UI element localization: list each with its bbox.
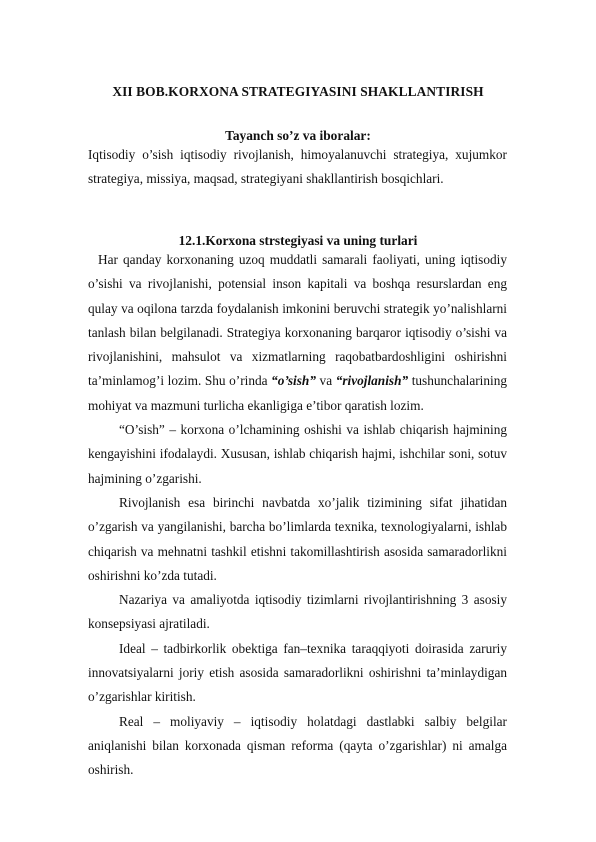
- keywords-heading: Tayanch so’z va iboralar:: [225, 128, 371, 143]
- paragraph-ideal-concept: Ideal – tadbirkorlik obektiga fan–texnika taraqqiyoti doirasida zaruriy innovatsiyalarni joriy etish asosida samaradorlikni oshirishni ta’minlaydigan o’zgarishlar kiritish.: [88, 640, 507, 705]
- term-rivojlanish: “rivojlanish”: [335, 373, 409, 389]
- paragraph-real-concept: Real – moliyaviy – iqtisodiy holatdagi dastlabki salbiy belgilar aniqlanishi bilan korxonada qisman reforma (qayta o’zgarishlar) ni amalga oshirish.: [88, 713, 507, 778]
- section-heading: 12.1.Korxona strstegiyasi va uning turlari: [178, 233, 418, 248]
- section-body: [88, 248, 507, 783]
- chapter-title: XII BOB.KORXONA STRATEGIYASINI SHAKLLANTIRISH: [112, 84, 484, 99]
- intro-text-part2: va: [315, 373, 336, 389]
- intro-text-part1: Har qanday korxonaning uzoq muddatli samarali faoliyati, uning iqtisodiy o’sishi va rivojlanishi, potensial inson kapitali va boshqa resurslardan eng qulay va oqilona tarzda foydalanish imkonini beruvchi strategik yo’nalishlarni tanlash bilan belgilanadi. Strategiya korxonaning barqaror iqtisodiy o’sishi va rivojlanishini, mahsulot va xizmatlarning raqobatbardoshligini oshirishni ta’minlamog’i lozim. Shu o’rinda: [88, 252, 507, 389]
- paragraph-concepts-intro: Nazariya va amaliyotda iqtisodiy tizimlarni rivojlantirishning 3 asosiy konsepsiyasi ajratiladi.: [88, 592, 507, 632]
- intro-text-part3: tushunchalarining mohiyat va mazmuni turlicha ekanligiga e’tibor qaratish lozim.: [88, 373, 507, 413]
- paragraph-osish-definition: “O’sish” – korxona o’lchamining oshishi va ishlab chiqarish hajmining kengayishini ifodalaydi. Xususan, ishlab chiqarish hajmi, ishchilar soni, sotuv hajmining o’zgarishi.: [88, 422, 507, 486]
- term-osish: “o’sish”: [271, 373, 316, 389]
- keywords-text: Iqtisodiy o’sish iqtisodiy rivojlanish, himoyalanuvchi strategiya, xujumkor strategiya, missiya, maqsad, strategiyani shakllantirish bosqichlari.: [88, 147, 507, 187]
- intro-paragraph: [88, 248, 507, 418]
- paragraph-rivojlanish-definition: Rivojlanish esa birinchi navbatda xo’jalik tizimining sifat jihatidan o’zgarish va yangilanishi, barcha bo’limlarda texnika, texnologiyalarni, ishlab chiqarish va mehnatni tashkil etishni takomillashtirish asosida samaradorlikni oshirishni ko’zda tutadi.: [88, 494, 507, 583]
